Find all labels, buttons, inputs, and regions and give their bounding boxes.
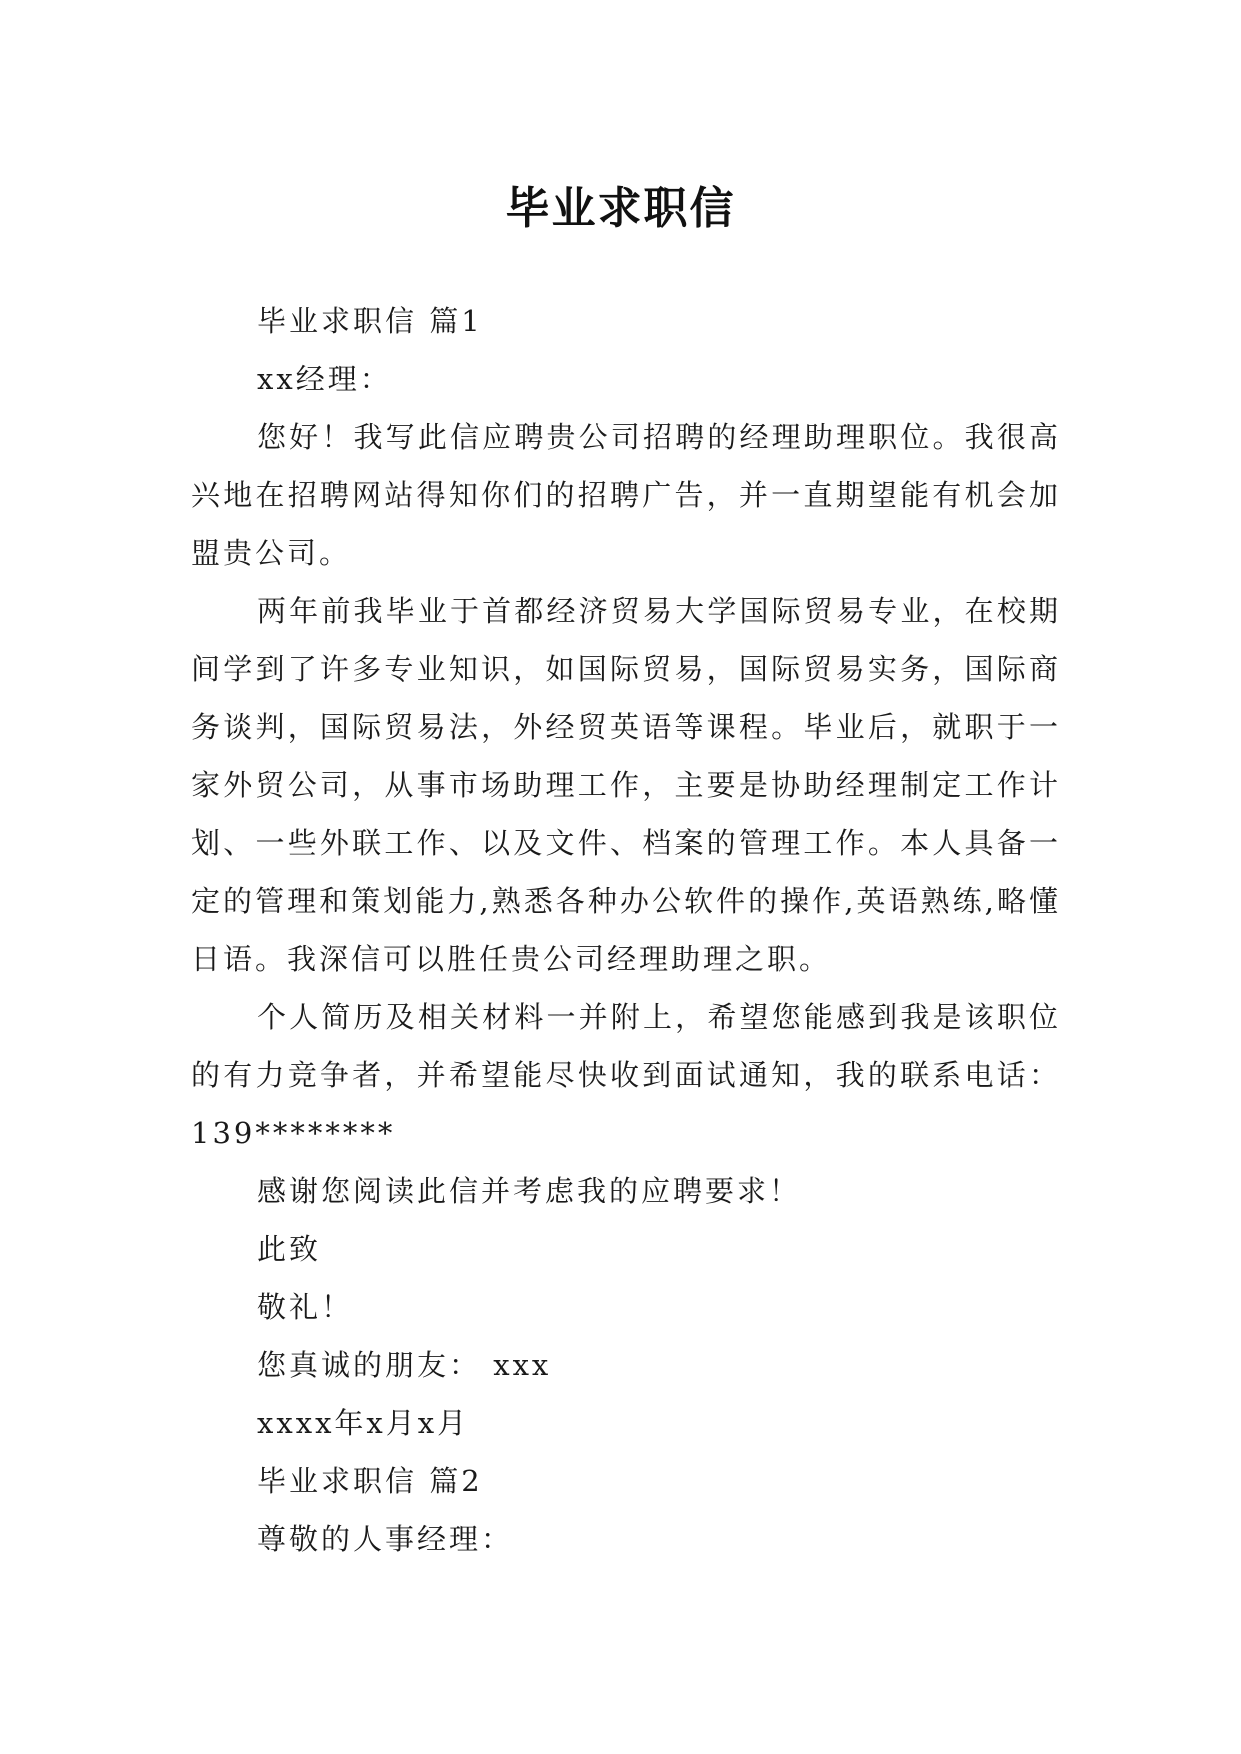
document-title: 毕业求职信: [505, 183, 736, 235]
date-line: xxxx年x月x月: [257, 1406, 470, 1440]
section-heading-1: 毕业求职信 篇1: [257, 304, 483, 338]
document-body: [191, 292, 1061, 1568]
section-heading-2: 毕业求职信 篇2: [257, 1464, 483, 1498]
salutation-2: 尊敬的人事经理：: [257, 1522, 514, 1556]
thanks-line: 感谢您阅读此信并考虑我的应聘要求！: [257, 1174, 802, 1208]
contact-paragraph: 个人简历及相关材料一并附上，希望您能感到我是该职位的有力竞争者，并希望能尽快收到面试通知，我的联系电话：139********: [191, 1000, 1061, 1150]
closing-line-2: 敬礼！: [257, 1290, 354, 1324]
closing-line-1: 此致: [257, 1232, 322, 1266]
intro-paragraph: 您好！我写此信应聘贵公司招聘的经理助理职位。我很高兴地在招聘网站得知你们的招聘广告，并一直期望能有机会加盟贵公司。: [191, 420, 1061, 570]
salutation: xx经理：: [257, 362, 392, 396]
background-paragraph: 两年前我毕业于首都经济贸易大学国际贸易专业，在校期间学到了许多专业知识，如国际贸易，国际贸易实务，国际商务谈判，国际贸易法，外经贸英语等课程。毕业后，就职于一家外贸公司，从事市场助理工作，主要是协助经理制定工作计划、一些外联工作、以及文件、档案的管理工作。本人具备一定的管理和策划能力,熟悉各种办公软件的操作,英语熟练,略懂日语。我深信可以胜任贵公司经理助理之职。: [191, 594, 1061, 976]
signature-line: 您真诚的朋友： xxx: [257, 1348, 552, 1382]
